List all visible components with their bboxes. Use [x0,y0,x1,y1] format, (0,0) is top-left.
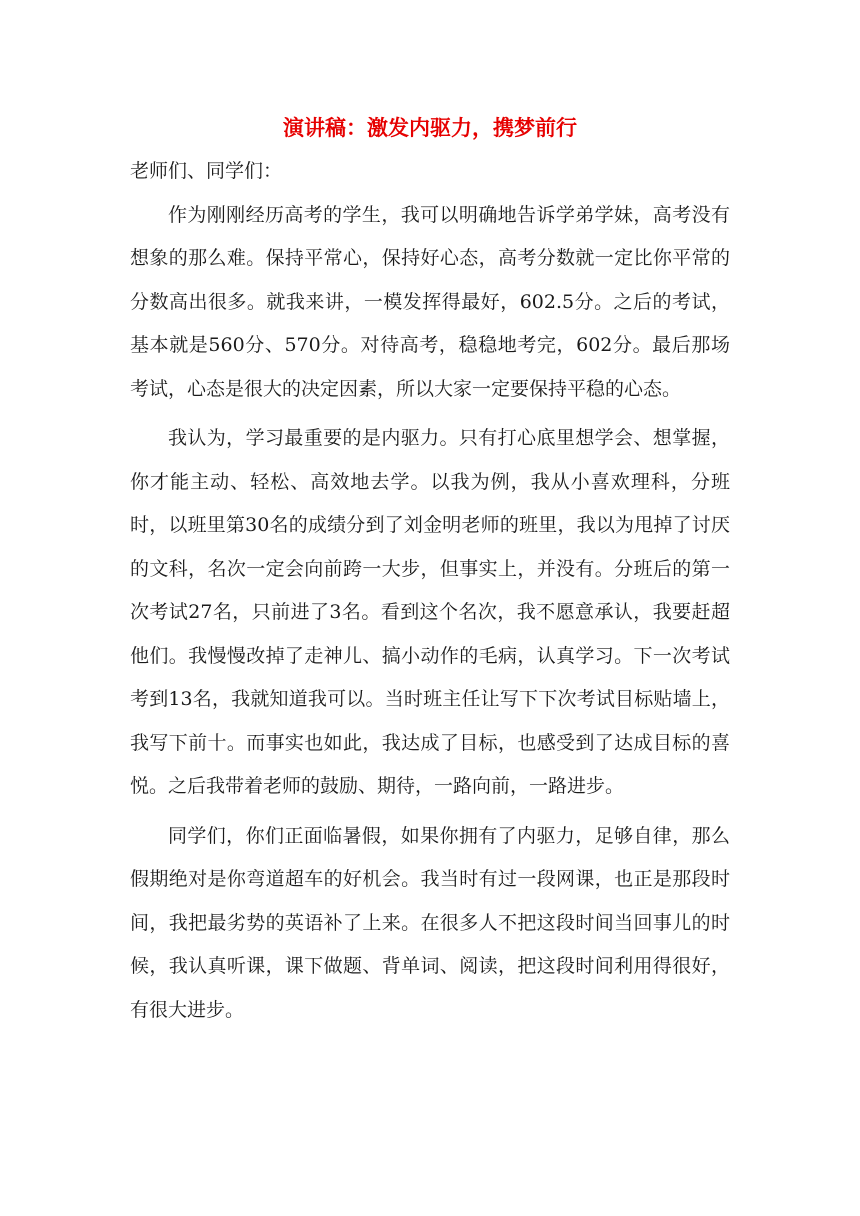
salutation: 老师们、同学们： [130,160,283,182]
document-body [130,108,730,1032]
paragraph-1: 作为刚刚经历高考的学生，我可以明确地告诉学弟学妹，高考没有想象的那么难。保持平常心，保持好心态，高考分数就一定比你平常的分数高出很多。就我来讲，一模发挥得最好，602.5分。之后的考试，基本就是560分、570分。对待高考，稳稳地考完，602分。最后那场考试，心态是很大的决定因素，所以大家一定要保持平稳的心态。 [130,203,730,400]
paragraph-3: 同学们，你们正面临暑假，如果你拥有了内驱力，足够自律，那么假期绝对是你弯道超车的好机会。我当时有过一段网课，也正是那段时间，我把最劣势的英语补了上来。在很多人不把这段时间当回事儿的时候，我认真听课，课下做题、背单词、阅读，把这段时间利用得很好，有很大进步。 [130,824,730,1021]
document-title: 演讲稿：激发内驱力，携梦前行 [283,115,577,140]
paragraph-2: 我认为，学习最重要的是内驱力。只有打心底里想学会、想掌握，你才能主动、轻松、高效地去学。以我为例，我从小喜欢理科，分班时，以班里第30名的成绩分到了刘金明老师的班里，我以为甩掉了讨厌的文科，名次一定会向前跨一大步，但事实上，并没有。分班后的第一次考试27名，只前进了3名。看到这个名次，我不愿意承认，我要赶超他们。我慢慢改掉了走神儿、搞小动作的毛病，认真学习。下一次考试考到13名，我就知道我可以。当时班主任让写下下次考试目标贴墙上，我写下前十。而事实也如此，我达成了目标，也感受到了达成目标的喜悦。之后我带着老师的鼓励、期待，一路向前，一路进步。 [130,427,730,797]
